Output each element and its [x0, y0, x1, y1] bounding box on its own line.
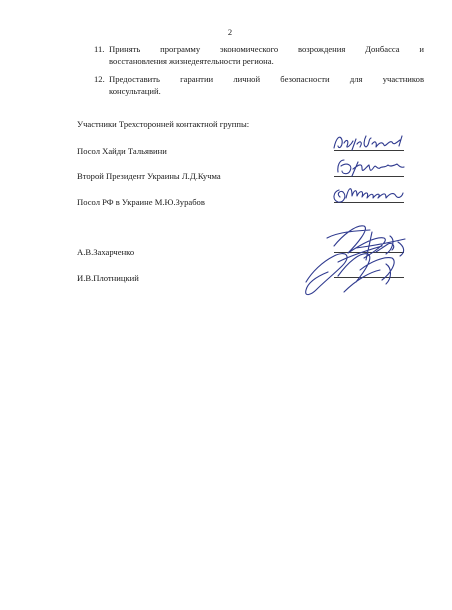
- signature-line: [334, 176, 404, 177]
- signature-line: [334, 150, 404, 151]
- signatory-kuchma: Второй Президент Украины Л.Д.Кучма: [77, 171, 221, 181]
- list-item-11: [94, 44, 424, 67]
- signature-zakharchenko: [327, 226, 405, 262]
- signature-taliavini: [334, 136, 402, 150]
- page-number: 2: [227, 27, 233, 37]
- signature-zurabov: [334, 189, 403, 202]
- signatory-plotnitsky: И.В.Плотницкий: [77, 273, 139, 283]
- item-text-line1: Предоставить гарантии личной безопасности для участников: [109, 74, 424, 84]
- signatory-taliavini: Посол Хайди Тальявини: [77, 146, 167, 156]
- participants-heading: Участники Трехсторонней контактной группы:: [77, 119, 250, 129]
- item-number: 11.: [94, 44, 105, 54]
- signature-line: [334, 252, 404, 253]
- signature-kuchma: [338, 160, 404, 176]
- item-text-line2: восстановления жизнедеятельности региона.: [109, 55, 274, 66]
- item-text-line2: консультаций.: [109, 85, 161, 96]
- signatory-zurabov: Посол РФ в Украине М.Ю.Зурабов: [77, 197, 205, 207]
- signature-line: [334, 202, 404, 203]
- list-item-12: [94, 74, 424, 97]
- item-text-line1: Принять программу экономического возрождения Донбасса и: [109, 44, 424, 54]
- signatory-zakharchenko: А.В.Захарченко: [77, 247, 135, 257]
- signature-line: [334, 277, 404, 278]
- item-number: 12.: [94, 74, 105, 84]
